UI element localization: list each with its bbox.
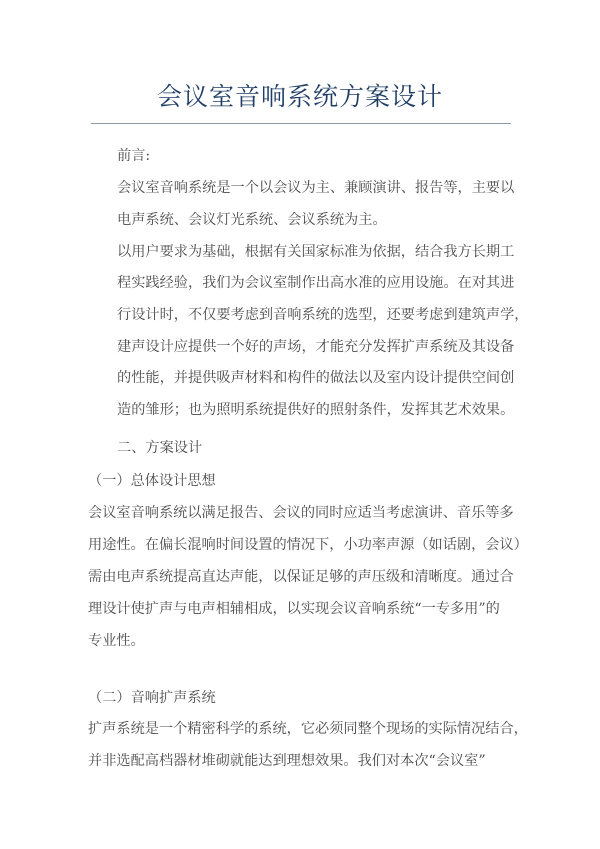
preface-p2-line-4: 建声设计应提供一个好的声场，才能充分发挥扩声系统及其设备 [117,339,515,355]
preface-p1-line-1: 会议室音响系统是一个以会议为主、兼顾演讲、报告等，主要以 [117,180,515,196]
subsection-1-line-2: 用途性。在偏长混响时间设置的情况下，小功率声源（如话剧，会议） [88,537,528,553]
preface-p2-line-2: 程实践经验，我们为会议室制作出高水准的应用设施。在对其进 [117,275,515,291]
subsection-2-heading: （二）音响扩声系统 [88,690,216,706]
preface-p2-line-5: 的性能，并提供吸声材料和构件的做法以及室内设计提供空间创 [117,370,515,386]
preface-heading: 前言: [117,148,151,164]
preface-p2-line-6: 造的雏形；也为照明系统提供好的照射条件，发挥其艺术效果。 [117,402,515,418]
subsection-1-line-5: 专业性。 [88,633,145,649]
preface-p2-line-3: 行设计时，不仅要考虑到音响系统的选型，还要考虑到建筑声学， [117,307,529,323]
subsection-2-line-1: 扩声系统是一个精密科学的系统，它必须同整个现场的实际情况结合， [88,721,528,737]
subsection-1-line-4: 理设计使扩声与电声相辅相成，以实现会议音响系统“一专多用”的 [88,601,500,617]
document-title: 会议室音响系统方案设计 [156,82,443,111]
section-2-heading: 二、方案设计 [117,440,203,456]
subsection-1-line-3: 需由电声系统提高直达声能，以保证足够的声压级和清晰度。通过合 [88,569,514,585]
subsection-2-line-2: 并非选配高档器材堆砌就能达到理想效果。我们对本次“会议室” [88,753,486,769]
subsection-1-line-1: 会议室音响系统以满足报告、会议的同时应适当考虑演讲、音乐等多 [88,505,514,521]
preface-p2-line-1: 以用户要求为基础，根据有关国家标准为依据，结合我方长期工 [117,244,515,260]
title-divider [91,123,511,124]
subsection-1-heading: （一）总体设计思想 [88,473,216,489]
preface-p1-line-2: 电声系统、会议灯光系统、会议系统为主。 [117,212,387,228]
